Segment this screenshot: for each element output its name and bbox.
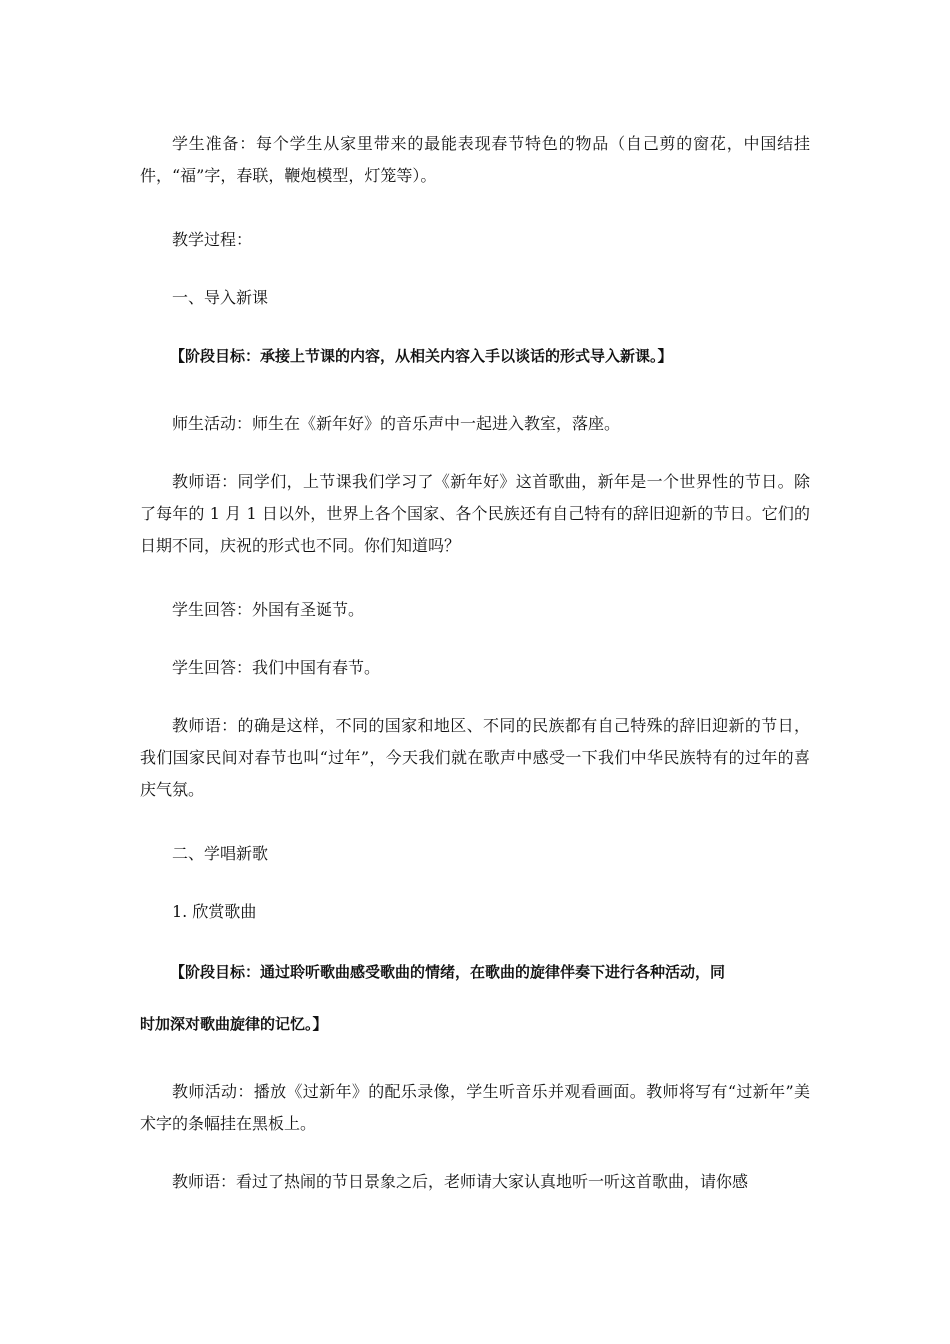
- sub-heading-1: 1. 欣赏歌曲: [172, 902, 257, 921]
- paragraph-activity-2: 教师活动：播放《过新年》的配乐录像，学生听音乐并观看画面。教师将写有“过新年”美术字的条幅挂在黑板上。: [140, 1082, 810, 1133]
- section-heading-1: 一、导入新课: [172, 288, 269, 307]
- stage-goal-1: 【阶段目标：承接上节课的内容，从相关内容入手以谈话的形式导入新课。】: [170, 347, 673, 365]
- paragraph-process-heading: 教学过程：: [172, 230, 253, 249]
- section-heading-2: 二、学唱新歌: [172, 844, 269, 863]
- paragraph-teacher-1: 教师语：同学们，上节课我们学习了《新年好》这首歌曲，新年是一个世界性的节日。除了每年的 1 月 1 日以外，世界上各个国家、各个民族还有自己特有的辞旧迎新的节日。它们的日期不同，庆祝的形式也不同。你们知道吗？: [140, 472, 810, 555]
- paragraph-teacher-2: 教师语：的确是这样，不同的国家和地区、不同的民族都有自己特殊的辞旧迎新的节日，我们国家民间对春节也叫“过年”，今天我们就在歌声中感受一下我们中华民族特有的过年的喜庆气氛。: [140, 716, 810, 799]
- stage-goal-2-line-2: 时加深对歌曲旋律的记忆。】: [140, 1015, 328, 1033]
- paragraph-answer-1: 学生回答：外国有圣诞节。: [172, 600, 365, 619]
- paragraph-teacher-3: 教师语：看过了热闹的节日景象之后，老师请大家认真地听一听这首歌曲，请你感: [172, 1172, 749, 1191]
- paragraph-activity-1: 师生活动：师生在《新年好》的音乐声中一起进入教室，落座。: [172, 414, 621, 433]
- stage-goal-2-line-1: 【阶段目标：通过聆听歌曲感受歌曲的情绪，在歌曲的旋律伴奏下进行各种活动，同: [170, 963, 726, 981]
- paragraph-answer-2: 学生回答：我们中国有春节。: [172, 658, 381, 677]
- paragraph-student-prep: 学生准备：每个学生从家里带来的最能表现春节特色的物品（自己剪的窗花，中国结挂件，“福”字，春联，鞭炮模型，灯笼等）。: [140, 134, 810, 185]
